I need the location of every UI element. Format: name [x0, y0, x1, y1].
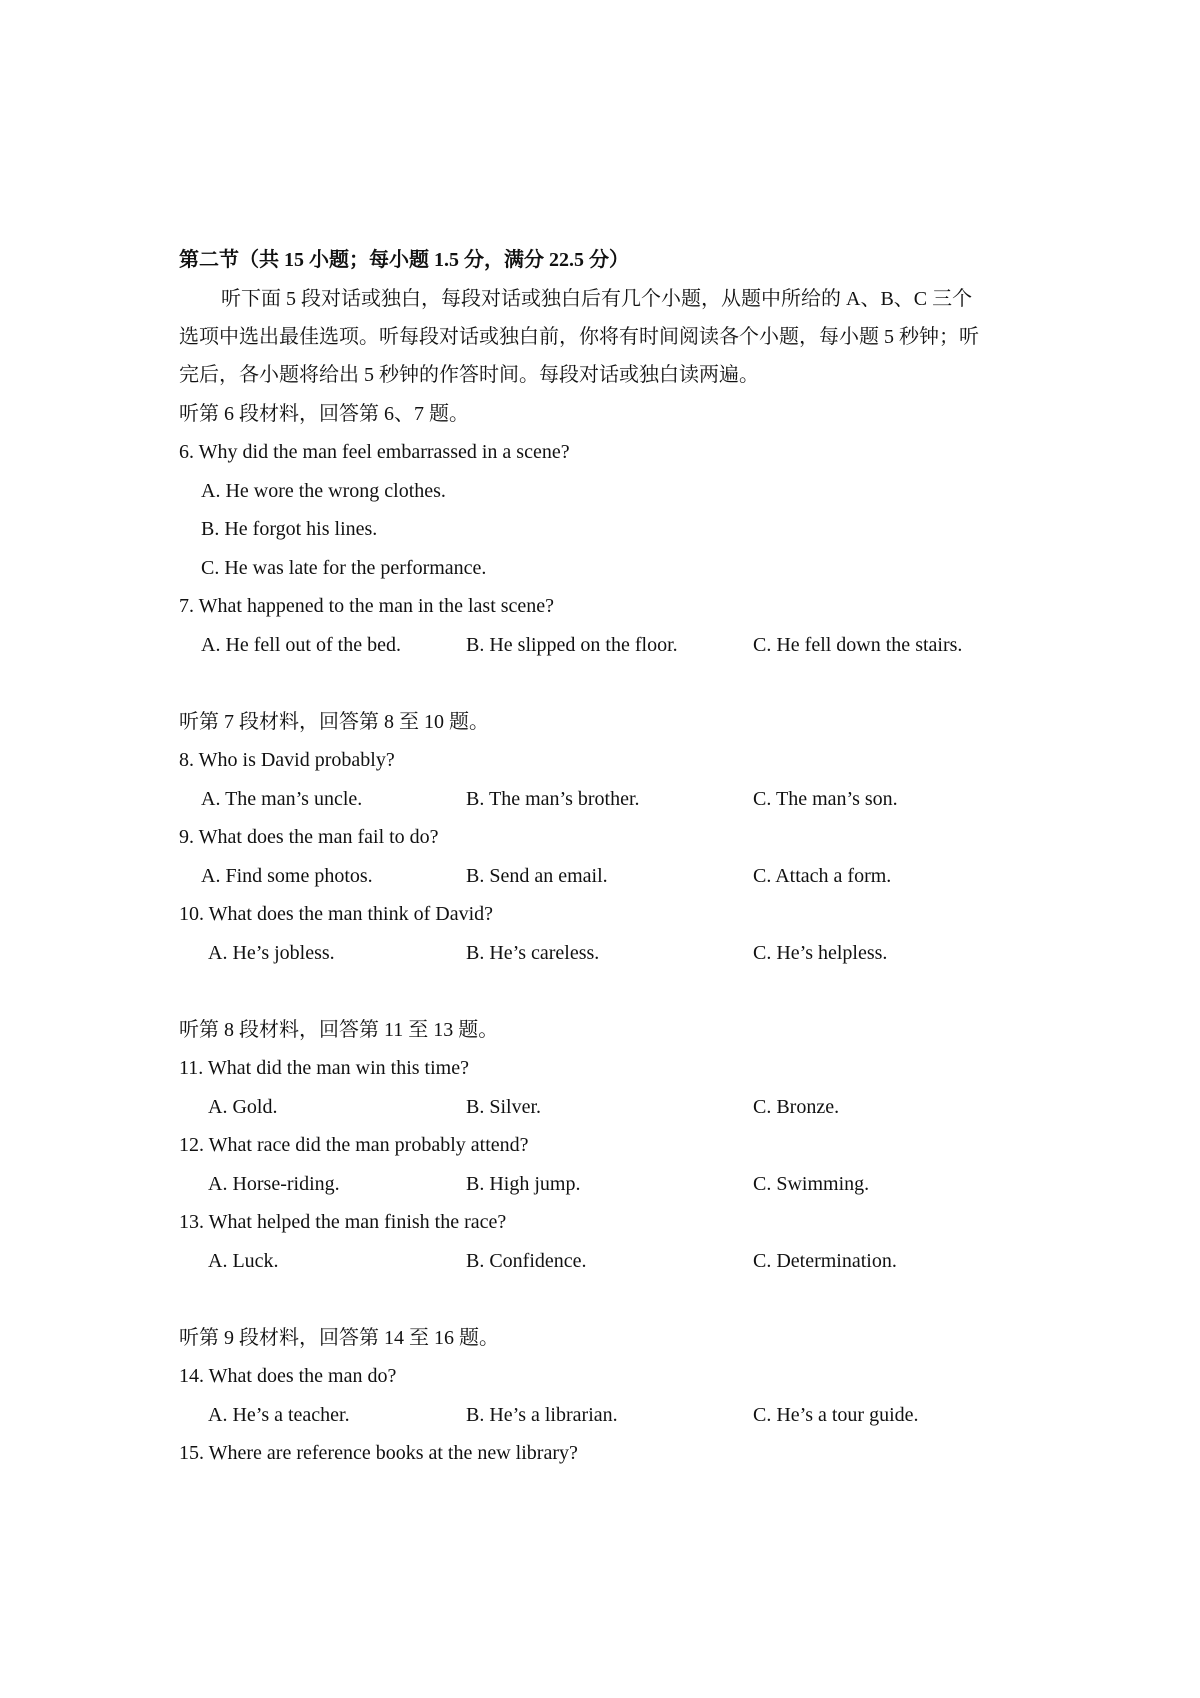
option-c: C. Attach a form. [753, 865, 892, 887]
option-c: C. Determination. [753, 1250, 897, 1272]
option-b: B. He’s careless. [466, 942, 600, 964]
option-a: A. He’s a teacher. [208, 1404, 350, 1426]
option-a: A. The man’s uncle. [201, 788, 363, 810]
question-text: 13. What helped the man finish the race? [179, 1211, 507, 1233]
question-text: 15. Where are reference books at the new library? [179, 1442, 578, 1464]
question-text: 9. What does the man fail to do? [179, 826, 439, 848]
option-a: A. He wore the wrong clothes. [201, 480, 446, 502]
option-b: B. High jump. [466, 1173, 581, 1195]
option-c: C. He’s helpless. [753, 942, 888, 964]
option-a: A. Gold. [208, 1096, 278, 1118]
question-text: 11. What did the man win this time? [179, 1057, 469, 1079]
instructions-line-2: 选项中选出最佳选项。听每段对话或独白前，你将有时间阅读各个小题，每小题 5 秒钟；听 [179, 326, 979, 348]
option-a: A. He’s jobless. [208, 942, 335, 964]
question-text: 6. Why did the man feel embarrassed in a scene? [179, 441, 570, 463]
option-a: A. He fell out of the bed. [201, 634, 401, 656]
option-a: A. Luck. [208, 1250, 279, 1272]
question-text: 14. What does the man do? [179, 1365, 397, 1387]
option-b: B. The man’s brother. [466, 788, 640, 810]
option-b: B. He forgot his lines. [201, 518, 378, 540]
instructions-line-3: 完后，各小题将给出 5 秒钟的作答时间。每段对话或独白读两遍。 [179, 364, 759, 386]
option-c: C. He fell down the stairs. [753, 634, 963, 656]
option-a: A. Horse-riding. [208, 1173, 340, 1195]
option-b: B. Send an email. [466, 865, 608, 887]
option-b: B. Silver. [466, 1096, 542, 1118]
section-heading: 第二节（共 15 小题；每小题 1.5 分，满分 22.5 分） [179, 249, 629, 271]
option-c: C. The man’s son. [753, 788, 898, 810]
question-text: 7. What happened to the man in the last scene? [179, 595, 555, 617]
option-a: A. Find some photos. [201, 865, 373, 887]
option-c: C. He’s a tour guide. [753, 1404, 919, 1426]
instructions-line-1: 听下面 5 段对话或独白，每段对话或独白后有几个小题，从题中所给的 A、B、C 三个 [221, 288, 973, 310]
group-label: 听第 7 段材料，回答第 8 至 10 题。 [179, 711, 489, 733]
option-b: B. He’s a librarian. [466, 1404, 618, 1426]
question-text: 10. What does the man think of David? [179, 903, 494, 925]
option-c: C. Swimming. [753, 1173, 870, 1195]
option-b: B. He slipped on the floor. [466, 634, 678, 656]
group-label: 听第 6 段材料，回答第 6、7 题。 [179, 403, 469, 425]
question-text: 12. What race did the man probably attend? [179, 1134, 529, 1156]
group-label: 听第 9 段材料，回答第 14 至 16 题。 [179, 1327, 499, 1349]
question-text: 8. Who is David probably? [179, 749, 395, 771]
option-c: C. Bronze. [753, 1096, 840, 1118]
group-label: 听第 8 段材料，回答第 11 至 13 题。 [179, 1019, 499, 1041]
option-b: B. Confidence. [466, 1250, 587, 1272]
option-c: C. He was late for the performance. [201, 557, 487, 579]
